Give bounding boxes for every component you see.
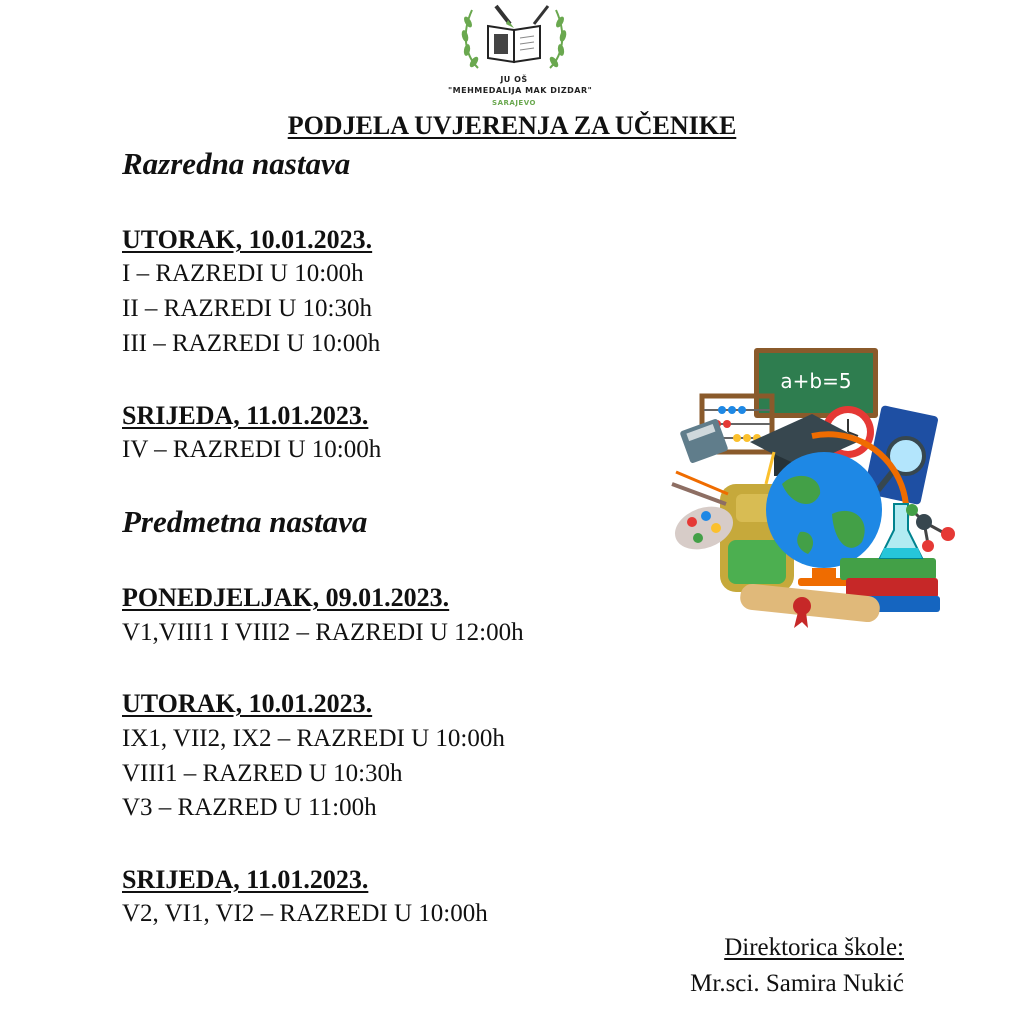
- day-heading: SRIJEDA, 11.01.2023.: [122, 865, 369, 894]
- schedule-row: I – RAZREDI U 10:00h: [122, 260, 364, 287]
- day-heading: SRIJEDA, 11.01.2023.: [122, 401, 369, 430]
- signature-name: Mr.sci. Samira Nukić: [690, 970, 904, 997]
- logo-line-1: JU OŠ: [500, 75, 528, 84]
- day-heading: UTORAK, 10.01.2023.: [122, 225, 373, 254]
- chalkboard-text: a+b=5: [780, 369, 852, 393]
- section-heading-razredna: Razredna nastava: [122, 146, 351, 181]
- laurel-book-emblem-icon: [456, 2, 572, 74]
- schedule-row: V3 – RAZRED U 11:00h: [122, 794, 377, 821]
- schedule-row: IX1, VII2, IX2 – RAZREDI U 10:00h: [122, 725, 505, 752]
- school-supplies-illustration: [662, 344, 964, 634]
- section-heading-predmetna: Predmetna nastava: [122, 504, 368, 539]
- day-heading: PONEDJELJAK, 09.01.2023.: [122, 583, 450, 612]
- schedule-row: III – RAZREDI U 10:00h: [122, 330, 381, 357]
- schedule-row: II – RAZREDI U 10:30h: [122, 295, 372, 322]
- school-logo: [448, 2, 593, 110]
- logo-city: SARAJEVO: [492, 99, 536, 107]
- schedule-row: IV – RAZREDI U 10:00h: [122, 436, 382, 463]
- schedule-row: V2, VI1, VI2 – RAZREDI U 10:00h: [122, 900, 488, 927]
- logo-school-name: "MEHMEDALIJA MAK DIZDAR": [448, 86, 593, 95]
- page-title: PODJELA UVJERENJA ZA UČENIKE: [287, 111, 737, 140]
- day-heading: UTORAK, 10.01.2023.: [122, 689, 373, 718]
- signature-title: Direktorica škole:: [724, 934, 904, 961]
- schedule-row: VIII1 – RAZRED U 10:30h: [122, 760, 403, 787]
- schedule-row: V1,VIII1 I VIII2 – RAZREDI U 12:00h: [122, 619, 524, 646]
- calculator-icon: [679, 418, 728, 464]
